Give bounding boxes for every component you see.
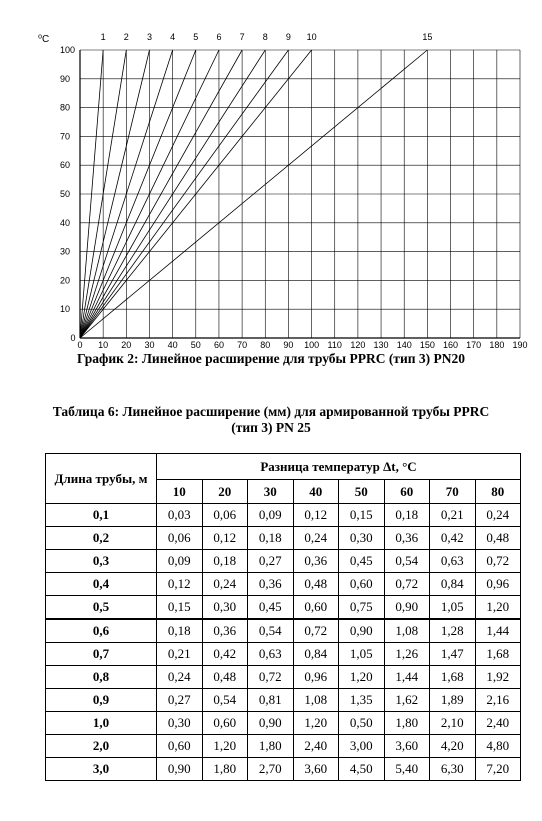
table-row — [46, 712, 521, 735]
table-row — [46, 527, 521, 550]
expansion-value-cell: 0,36 — [248, 573, 294, 596]
expansion-value-cell: 0,42 — [202, 643, 248, 666]
expansion-value-cell: 1,20 — [202, 735, 248, 758]
expansion-value-cell: 0,81 — [248, 689, 294, 712]
x-tick-label: 40 — [167, 340, 178, 350]
expansion-value-cell: 1,62 — [384, 689, 430, 712]
expansion-value-cell: 2,10 — [430, 712, 476, 735]
pipe-length-cell: 0,5 — [46, 596, 157, 620]
expansion-value-cell: 1,47 — [430, 643, 476, 666]
expansion-value-cell: 0,50 — [339, 712, 385, 735]
series-label-2: 2 — [123, 32, 129, 42]
graph-axis-labels — [60, 32, 528, 350]
expansion-value-cell: 0,30 — [339, 527, 385, 550]
expansion-value-cell: 3,00 — [339, 735, 385, 758]
table-caption-line-2: (тип 3) PN 25 — [231, 420, 311, 435]
expansion-value-cell: 0,24 — [157, 666, 203, 689]
expansion-value-cell: 1,80 — [248, 735, 294, 758]
expansion-value-cell: 1,20 — [339, 666, 385, 689]
x-tick-label: 90 — [283, 340, 294, 350]
y-tick-label: 60 — [60, 160, 71, 171]
y-tick-label: 20 — [60, 275, 71, 286]
expansion-value-cell: 0,96 — [293, 666, 339, 689]
expansion-value-cell: 0,63 — [430, 550, 476, 573]
expansion-value-cell: 0,18 — [384, 504, 430, 527]
series-label-15: 15 — [422, 32, 433, 42]
pipe-length-cell: 0,2 — [46, 527, 157, 550]
expansion-value-cell: 1,68 — [430, 666, 476, 689]
table-row — [46, 596, 521, 620]
column-header-60: 60 — [384, 480, 430, 504]
x-tick-label: 150 — [419, 340, 435, 350]
column-header-70: 70 — [430, 480, 476, 504]
pipe-length-cell: 0,9 — [46, 689, 157, 712]
expansion-value-cell: 0,90 — [248, 712, 294, 735]
pipe-length-cell: 0,1 — [46, 504, 157, 527]
table-row — [46, 758, 521, 781]
y-tick-label: 90 — [60, 73, 71, 84]
pipe-length-cell: 0,4 — [46, 573, 157, 596]
y-axis-unit: ⁰С — [38, 34, 50, 45]
expansion-value-cell: 0,03 — [157, 504, 203, 527]
expansion-value-cell: 0,12 — [157, 573, 203, 596]
expansion-value-cell: 0,60 — [202, 712, 248, 735]
expansion-value-cell: 1,80 — [384, 712, 430, 735]
y-tick-label: 70 — [60, 131, 71, 142]
expansion-value-cell: 0,12 — [293, 504, 339, 527]
expansion-value-cell: 7,20 — [475, 758, 521, 781]
y-tick-label: 30 — [60, 246, 71, 257]
expansion-value-cell: 0,72 — [248, 666, 294, 689]
expansion-value-cell: 4,50 — [339, 758, 385, 781]
series-label-4: 4 — [170, 32, 176, 42]
x-tick-label: 140 — [396, 340, 412, 350]
x-tick-label: 180 — [489, 340, 505, 350]
expansion-value-cell: 1,89 — [430, 689, 476, 712]
expansion-value-cell: 0,60 — [293, 596, 339, 620]
expansion-value-cell: 0,15 — [339, 504, 385, 527]
expansion-value-cell: 0,21 — [430, 504, 476, 527]
table-row — [46, 735, 521, 758]
x-tick-label: 120 — [350, 340, 366, 350]
expansion-value-cell: 0,21 — [157, 643, 203, 666]
expansion-value-cell: 0,72 — [384, 573, 430, 596]
expansion-value-cell: 6,30 — [430, 758, 476, 781]
expansion-value-cell: 0,54 — [384, 550, 430, 573]
expansion-value-cell: 0,48 — [475, 527, 521, 550]
x-tick-label: 50 — [190, 340, 201, 350]
header-temperature-difference: Разница температур Δt, °С — [157, 454, 521, 480]
column-header-20: 20 — [202, 480, 248, 504]
table-row — [46, 643, 521, 666]
expansion-value-cell: 0,24 — [475, 504, 521, 527]
expansion-value-cell: 1,92 — [475, 666, 521, 689]
y-tick-label: 10 — [60, 304, 71, 315]
column-header-30: 30 — [248, 480, 294, 504]
expansion-value-cell: 0,09 — [157, 550, 203, 573]
expansion-value-cell: 2,16 — [475, 689, 521, 712]
expansion-value-cell: 4,20 — [430, 735, 476, 758]
table-row — [46, 504, 521, 527]
expansion-value-cell: 5,40 — [384, 758, 430, 781]
expansion-value-cell: 0,30 — [157, 712, 203, 735]
x-tick-label: 20 — [121, 340, 132, 350]
expansion-value-cell: 0,30 — [202, 596, 248, 620]
pipe-length-cell: 2,0 — [46, 735, 157, 758]
table-body — [46, 504, 521, 781]
expansion-value-cell: 0,72 — [475, 550, 521, 573]
expansion-value-cell: 1,44 — [475, 619, 521, 643]
column-header-10: 10 — [157, 480, 203, 504]
expansion-value-cell: 0,84 — [293, 643, 339, 666]
graph-grid — [80, 50, 520, 338]
series-label-6: 6 — [216, 32, 222, 42]
expansion-value-cell: 1,05 — [430, 596, 476, 620]
column-header-80: 80 — [475, 480, 521, 504]
series-label-8: 8 — [262, 32, 268, 42]
x-tick-label: 100 — [304, 340, 320, 350]
table-caption — [0, 404, 542, 436]
expansion-value-cell: 0,18 — [157, 619, 203, 643]
pipe-length-cell: 0,7 — [46, 643, 157, 666]
expansion-value-cell: 1,08 — [293, 689, 339, 712]
header-pipe-length: Длина трубы, м — [46, 454, 157, 504]
x-tick-label: 130 — [373, 340, 389, 350]
expansion-value-cell: 0,63 — [248, 643, 294, 666]
pipe-length-cell: 3,0 — [46, 758, 157, 781]
expansion-value-cell: 0,90 — [157, 758, 203, 781]
series-label-9: 9 — [285, 32, 291, 42]
y-tick-label: 50 — [60, 189, 71, 199]
expansion-value-cell: 0,18 — [248, 527, 294, 550]
expansion-value-cell: 0,36 — [202, 619, 248, 643]
series-label-1: 1 — [100, 32, 106, 42]
pipe-length-cell: 0,3 — [46, 550, 157, 573]
table-row — [46, 573, 521, 596]
expansion-value-cell: 0,45 — [339, 550, 385, 573]
expansion-value-cell: 0,48 — [202, 666, 248, 689]
pipe-length-cell: 0,6 — [46, 619, 157, 643]
expansion-value-cell: 0,09 — [248, 504, 294, 527]
y-tick-label: 40 — [60, 217, 71, 228]
x-tick-label: 190 — [512, 340, 528, 350]
expansion-value-cell: 0,84 — [430, 573, 476, 596]
expansion-value-cell: 1,80 — [202, 758, 248, 781]
expansion-value-cell: 0,72 — [293, 619, 339, 643]
expansion-value-cell: 1,28 — [430, 619, 476, 643]
x-origin-label: 0 — [77, 340, 83, 350]
expansion-value-cell: 1,08 — [384, 619, 430, 643]
pipe-length-cell: 1,0 — [46, 712, 157, 735]
expansion-value-cell: 4,80 — [475, 735, 521, 758]
expansion-value-cell: 1,26 — [384, 643, 430, 666]
expansion-value-cell: 1,05 — [339, 643, 385, 666]
expansion-value-cell: 0,15 — [157, 596, 203, 620]
column-header-50: 50 — [339, 480, 385, 504]
expansion-value-cell: 0,60 — [157, 735, 203, 758]
expansion-value-cell: 0,54 — [202, 689, 248, 712]
series-label-3: 3 — [146, 32, 152, 42]
expansion-value-cell: 0,48 — [293, 573, 339, 596]
expansion-value-cell: 1,20 — [475, 596, 521, 620]
expansion-value-cell: 0,60 — [339, 573, 385, 596]
expansion-value-cell: 2,40 — [293, 735, 339, 758]
pipe-length-cell: 0,8 — [46, 666, 157, 689]
series-label-7: 7 — [239, 32, 245, 42]
expansion-value-cell: 0,18 — [202, 550, 248, 573]
expansion-value-cell: 0,24 — [202, 573, 248, 596]
x-tick-label: 160 — [443, 340, 459, 350]
expansion-value-cell: 0,12 — [202, 527, 248, 550]
series-label-5: 5 — [193, 32, 199, 42]
table-row — [46, 666, 521, 689]
x-tick-label: 10 — [98, 340, 109, 350]
y-tick-label: 80 — [60, 102, 71, 113]
expansion-value-cell: 3,60 — [384, 735, 430, 758]
expansion-value-cell: 0,90 — [339, 619, 385, 643]
column-header-40: 40 — [293, 480, 339, 504]
expansion-value-cell: 0,45 — [248, 596, 294, 620]
expansion-value-cell: 0,27 — [157, 689, 203, 712]
expansion-value-cell: 1,35 — [339, 689, 385, 712]
expansion-value-cell: 0,75 — [339, 596, 385, 620]
expansion-value-cell: 0,06 — [157, 527, 203, 550]
x-tick-label: 170 — [466, 340, 482, 350]
y-origin-label: 0 — [70, 333, 76, 343]
table-row — [46, 689, 521, 712]
expansion-value-cell: 3,60 — [293, 758, 339, 781]
x-tick-label: 80 — [260, 340, 271, 350]
expansion-value-cell: 0,27 — [248, 550, 294, 573]
x-tick-label: 30 — [144, 340, 155, 350]
expansion-value-cell: 0,36 — [293, 550, 339, 573]
x-tick-label: 60 — [213, 340, 224, 350]
expansion-value-cell: 1,68 — [475, 643, 521, 666]
expansion-value-cell: 0,90 — [384, 596, 430, 620]
expansion-value-cell: 1,20 — [293, 712, 339, 735]
graph-caption: График 2: Линейное расширение для трубы PPRC (тип 3) PN20 — [76, 351, 465, 366]
series-label-10: 10 — [306, 32, 317, 42]
expansion-value-cell: 0,24 — [293, 527, 339, 550]
table-caption-line-1: Таблица 6: Линейное расширение (мм) для армированной трубы PPRC — [52, 404, 490, 419]
x-tick-label: 70 — [237, 340, 248, 350]
expansion-value-cell: 2,40 — [475, 712, 521, 735]
expansion-value-cell: 0,42 — [430, 527, 476, 550]
expansion-value-cell: 0,06 — [202, 504, 248, 527]
expansion-value-cell: 1,44 — [384, 666, 430, 689]
expansion-value-cell: 2,70 — [248, 758, 294, 781]
expansion-value-cell: 0,36 — [384, 527, 430, 550]
expansion-graph — [0, 0, 542, 350]
x-tick-label: 110 — [327, 340, 342, 350]
expansion-value-cell: 0,54 — [248, 619, 294, 643]
expansion-value-cell: 0,96 — [475, 573, 521, 596]
expansion-table — [45, 453, 521, 781]
table-row — [46, 550, 521, 573]
y-tick-label: 100 — [60, 45, 76, 55]
table-row — [46, 619, 521, 643]
